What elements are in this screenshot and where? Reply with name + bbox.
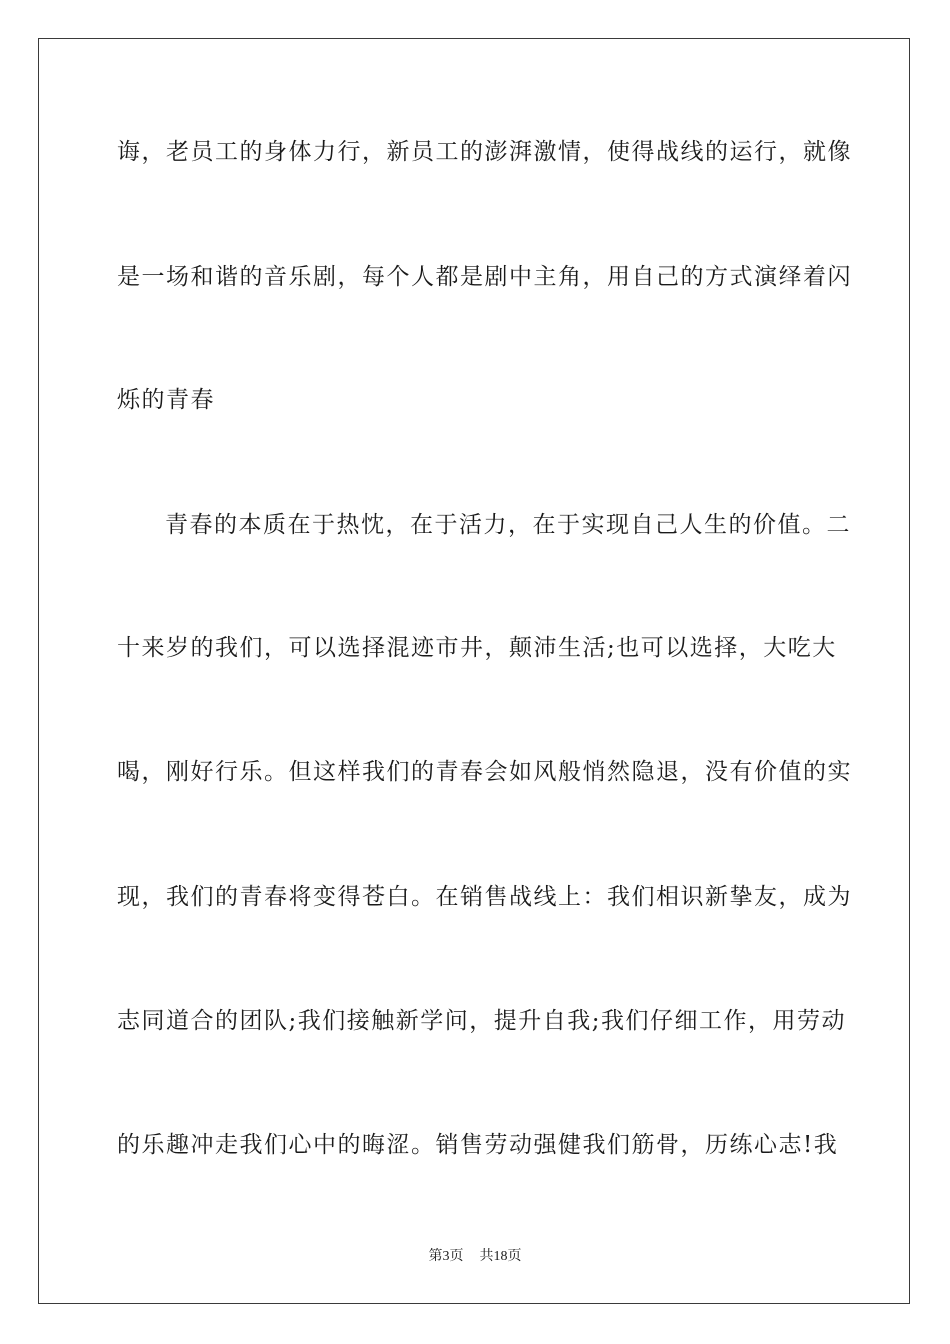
page-border	[38, 38, 910, 1304]
text-line-1: 诲，老员工的身体力行，新员工的澎湃激情，使得战线的运行，就像	[117, 139, 852, 165]
text-line-6: 喝，刚好行乐。但这样我们的青春会如风般悄然隐退，没有价值的实	[117, 759, 852, 785]
text-line-7: 现，我们的青春将变得苍白。在销售战线上：我们相识新挚友，成为	[117, 884, 852, 910]
page-footer	[0, 1248, 950, 1266]
text-line-8: 志同道合的团队;我们接触新学问，提升自我;我们仔细工作，用劳动	[117, 1008, 846, 1034]
text-line-3: 烁的青春	[117, 387, 215, 413]
text-line-5: 十来岁的我们，可以选择混迹市井，颠沛生活;也可以选择，大吃大	[117, 635, 837, 661]
text-line-4: 青春的本质在于热忱，在于活力，在于实现自己人生的价值。二	[165, 512, 851, 538]
text-line-9: 的乐趣冲走我们心中的晦涩。销售劳动强健我们筋骨，历练心志!我	[117, 1132, 839, 1158]
text-line-2: 是一场和谐的音乐剧，每个人都是剧中主角，用自己的方式演绎着闪	[117, 264, 852, 290]
page-number: 第3页	[428, 1249, 464, 1264]
total-pages: 共18页	[479, 1249, 522, 1264]
